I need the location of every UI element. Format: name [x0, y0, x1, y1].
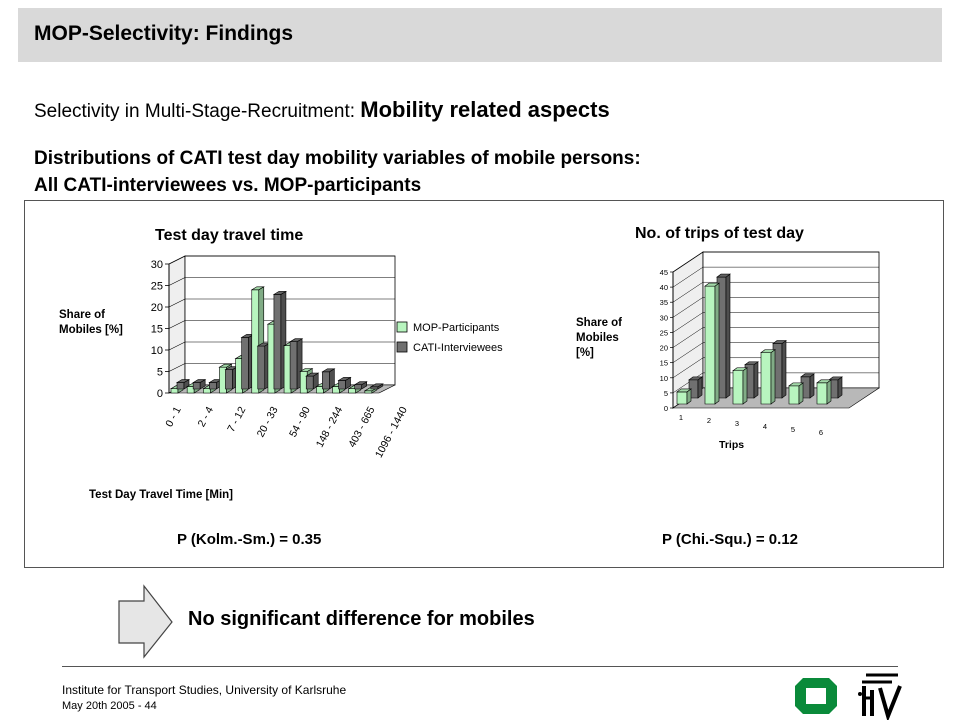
chart1-legend-swatch-mop: [397, 322, 407, 332]
chart1-x-tick-label: 20 - 33: [254, 404, 281, 440]
chart2-y-tick-label: 45: [659, 268, 668, 277]
chart2-y-tick-label: 35: [659, 298, 668, 308]
chart2-x-tick-label: 1: [678, 413, 684, 422]
chart1-x-tick-label: 54 - 90: [287, 404, 313, 440]
chart2-bar-mop: [733, 368, 747, 404]
chart2-y-tick-label: 0: [663, 404, 668, 413]
chart2-y-tick-label: 20: [659, 343, 668, 353]
subtitle-emphasis: Mobility related aspects: [360, 97, 610, 122]
chart1-y-tick-label: 20: [150, 302, 163, 314]
heading-line-2: All CATI-interviewees vs. MOP-participants: [34, 175, 422, 196]
chart2-bar-mop: [761, 350, 775, 404]
chart1-y-tick-label: 10: [150, 345, 163, 357]
title-bar: [18, 8, 942, 62]
conclusion-text: No significant difference for mobiles: [188, 608, 535, 630]
chart1-legend-swatch-cati: [397, 342, 407, 352]
chart1-y-tick-label: 0: [156, 388, 163, 400]
charts-panel: [24, 200, 944, 568]
chart2-x-tick-label: 5: [790, 425, 796, 434]
footer-divider: [62, 666, 898, 667]
footer-date-page: May 20th 2005 - 44: [62, 700, 157, 712]
slide-title: MOP-Selectivity: Findings: [34, 22, 294, 45]
arrow-right-icon: [118, 585, 174, 659]
chart1-x-tick-label: 148 - 244: [313, 404, 346, 450]
chart1-travel-time: [39, 256, 503, 566]
chart2-y-tick-label: 30: [659, 313, 668, 323]
chart1-title: Test day travel time: [155, 227, 304, 244]
chart2-y-tick-label: 5: [663, 388, 668, 398]
chart1-x-tick-label: 1096 - 1440: [372, 404, 410, 460]
chart1-y-tick-label: 25: [150, 280, 163, 293]
chart1-y-tick-label: 30: [150, 259, 163, 271]
chart2-title: No. of trips of test day: [635, 225, 804, 242]
chart1-x-tick-label: 0 - 1: [163, 404, 184, 429]
heading: [34, 145, 641, 199]
chart1-legend-mop: MOP-Participants: [413, 322, 500, 334]
chart1-x-tick-label: 7 - 12: [225, 404, 249, 435]
chart2-y-tick-label: 40: [659, 283, 668, 293]
chart2-x-tick-label: 3: [734, 419, 740, 428]
chart1-x-label: Test Day Travel Time [Min]: [89, 489, 234, 501]
chart2-x-label: Trips: [719, 439, 745, 451]
chart2-y-label: Share of Mobiles [%]: [576, 317, 623, 359]
chart1-x-tick-label: 2 - 4: [195, 404, 217, 429]
chart1-bar-cati: [322, 369, 334, 389]
heading-line-1: Distributions of CATI test day mobility variables of mobile persons:: [34, 148, 641, 169]
chart1-y-tick-label: 15: [150, 323, 163, 336]
chart1-x-tick-label: 403 - 665: [346, 404, 378, 450]
chart2-p-value: P (Chi.-Squ.) = 0.12: [662, 531, 799, 548]
subtitle-prefix: Selectivity in Multi-Stage-Recruitment:: [34, 101, 361, 122]
chart2-bar-mop: [789, 383, 803, 404]
chart2-x-tick-label: 4: [762, 422, 768, 431]
university-logo-icon: [793, 676, 839, 716]
chart2-x-tick-label: 2: [706, 416, 712, 425]
chart1-legend-cati: CATI-Interviewees: [413, 342, 503, 354]
chart2-bar-mop: [817, 380, 831, 404]
subtitle: [34, 97, 610, 123]
chart2-bar-mop: [677, 389, 691, 404]
chart2-bar-mop: [705, 283, 719, 404]
chart2-x-tick-label: 6: [818, 428, 824, 437]
chart1-y-tick-label: 5: [156, 366, 163, 379]
chart1-bar-cati: [339, 377, 351, 389]
chart1-p-value: P (Kolm.-Sm.) = 0.35: [177, 531, 322, 548]
ifv-institute-logo-icon: [848, 672, 904, 718]
chart1-y-label: Share of Mobiles [%]: [59, 309, 123, 336]
chart2-y-tick-label: 10: [659, 373, 668, 383]
chart2-y-tick-label: 15: [659, 358, 668, 368]
chart2-y-tick-label: 25: [659, 328, 668, 338]
footer-institute: Institute for Transport Studies, University of Karlsruhe: [62, 683, 347, 697]
chart2-trips: [571, 266, 901, 486]
